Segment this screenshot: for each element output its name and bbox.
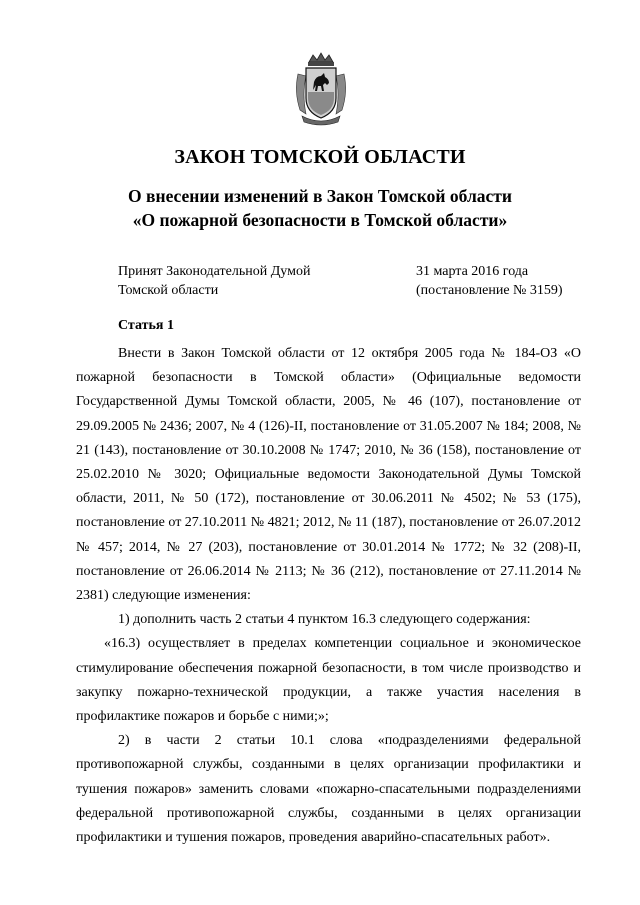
coat-of-arms-icon [292,52,350,126]
adopted-by-line-2: Томской области [118,283,219,298]
subtitle-line-1: О внесении изменений в Закон Томской области [128,186,512,206]
law-title: ЗАКОН ТОМСКОЙ ОБЛАСТИ [174,146,466,168]
adopted-date-block [416,262,563,300]
main-paragraph: Внести в Закон Томской области от 12 октября 2005 года № 184-ОЗ «О пожарной безопасности в Томской области» (Официальные ведомости Государственной Думы Томской области, 2005, № 46 (107), постановление от 29.09.2005 № 2436; 2007, № 4 (126)-II, постановление от 31.05.2007 № 184; 2008, № 21 (143), постановление от 30.10.2008 № 1747; 2010, № 36 (158), постановление от 25.02.2010 № 3020; Официальные ведомости Законодательной Думы Томской области, 2011, № 50 (172), постановление от 30.06.2011 № 4502; № 53 (175), постановление от 27.10.2011 № 4821; 2012, № 11 (187), постановление от 26.07.2012 № 457; 2014, № 27 (203), постановление от 30.01.2014 № 1772; № 32 (208)-II, постановление от 26.06.2014 № 2113; № 36 (212), постановление от 27.11.2014 № 2381) следующие изменения: [76,346,582,604]
article-body [76,342,581,850]
adopted-resolution: (постановление № 3159) [416,283,563,298]
article-heading: Статья 1 [118,318,174,333]
list-item-2: 2) в части 2 статьи 10.1 слова «подразделениями федеральной противопожарной службы, созданными в целях организации профилактики и тушения пожаров» заменить словами «пожарно-спасательными подразделениями федеральной противопожарной службы, созданными в целях организации профилактики и тушения пожаров, проведения аварийно-спасательных работ». [76,733,581,846]
adopted-by-line-1: Принят Законодательной Думой [118,264,311,279]
adopted-date: 31 марта 2016 года [416,264,529,279]
adopted-by-block [118,262,310,300]
quote-paragraph: «16.3) осуществляет в пределах компетенции социальное и экономическое стимулирование обеспечения пожарной безопасности, в том числе производство и закупку пожарно-технической продукции, а также участия населения в профилактике пожаров и борьбе с ними;»; [76,636,581,725]
subtitle-line-2: «О пожарной безопасности в Томской области» [132,210,508,230]
list-item-1: 1) дополнить часть 2 статьи 4 пунктом 16.3 следующего содержания: [118,612,531,628]
law-subtitle [0,184,640,232]
